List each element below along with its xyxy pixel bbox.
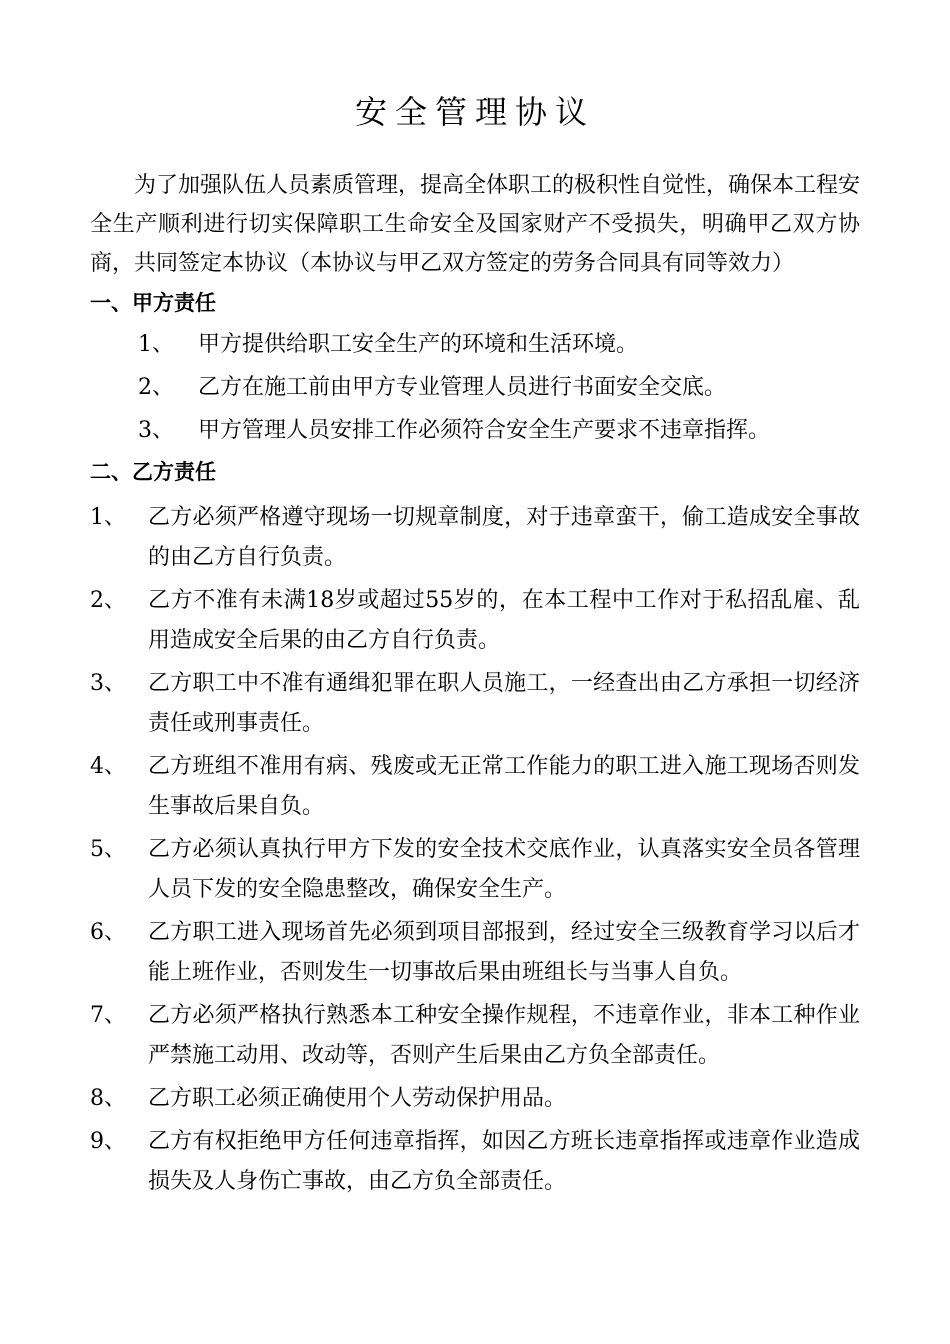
item-text: 乙方职工进入现场首先必须到项目部报到，经过安全三级教育学习以后才能上班作业，否则发生一切事故后果由班组长与当事人自负。 [148, 920, 860, 985]
section-heading-party-b: 二、乙方责任 [90, 460, 216, 484]
list-item [90, 830, 860, 910]
list-item [90, 409, 860, 452]
list-item [90, 498, 860, 578]
item-number: 2、 [90, 588, 126, 613]
item-number: 1、 [138, 332, 174, 357]
list-item [90, 581, 860, 661]
item-number: 3、 [90, 671, 126, 696]
party-b-responsibilities-list [90, 498, 860, 1202]
item-number: 7、 [90, 1003, 126, 1028]
document-title: 安全管理协议 [354, 93, 595, 131]
section-heading-party-a: 一、甲方责任 [90, 291, 216, 315]
item-text: 乙方有权拒绝甲方任何违章指挥，如因乙方班长违章指挥或违章作业造成损失及人身伤亡事故，由乙方负全部责任。 [148, 1129, 860, 1194]
list-item [90, 1079, 860, 1119]
list-item [90, 996, 860, 1076]
list-item [90, 913, 860, 993]
item-number: 2、 [138, 375, 174, 400]
list-item [90, 366, 860, 409]
item-text: 乙方不准有未满18岁或超过55岁的，在本工程中工作对于私招乱雇、乱用造成安全后果的由乙方自行负责。 [148, 588, 860, 653]
item-number: 3、 [138, 418, 174, 443]
item-text: 乙方必须严格执行熟悉本工种安全操作规程，不违章作业，非本工种作业严禁施工动用、改动等，否则产生后果由乙方负全部责任。 [148, 1003, 860, 1068]
document-page [90, 88, 860, 1205]
item-number: 6、 [90, 920, 126, 945]
item-number: 8、 [90, 1086, 126, 1111]
item-text: 甲方管理人员安排工作必须符合安全生产要求不违章指挥。 [198, 418, 771, 443]
intro-paragraph: 为了加强队伍人员素质管理，提高全体职工的极积性自觉性，确保本工程安全生产顺利进行切实保障职工生命安全及国家财产不受损失，明确甲乙双方协商，共同签定本协议（本协议与甲乙双方签定的劳务合同具有同等效力） [90, 173, 861, 276]
list-item [90, 323, 860, 366]
item-text: 乙方在施工前由甲方专业管理人员进行书面安全交底。 [198, 375, 727, 400]
item-text: 乙方班组不准用有病、残废或无正常工作能力的职工进入施工现场否则发生事故后果自负。 [148, 754, 860, 819]
item-number: 9、 [90, 1129, 126, 1154]
party-a-responsibilities-list [90, 323, 860, 452]
item-number: 5、 [90, 837, 126, 862]
list-item [90, 664, 860, 744]
item-text: 甲方提供给职工安全生产的环境和生活环境。 [198, 332, 639, 357]
item-number: 1、 [90, 505, 126, 530]
item-number: 4、 [90, 754, 126, 779]
list-item [90, 1122, 860, 1202]
item-text: 乙方职工必须正确使用个人劳动保护用品。 [148, 1086, 567, 1111]
item-text: 乙方必须认真执行甲方下发的安全技术交底作业，认真落实安全员各管理人员下发的安全隐患整改，确保安全生产。 [148, 837, 860, 902]
item-text: 乙方必须严格遵守现场一切规章制度，对于违章蛮干，偷工造成安全事故的由乙方自行负责。 [148, 505, 860, 570]
list-item [90, 747, 860, 827]
item-text: 乙方职工中不准有通缉犯罪在职人员施工，一经查出由乙方承担一切经济责任或刑事责任。 [148, 671, 860, 736]
